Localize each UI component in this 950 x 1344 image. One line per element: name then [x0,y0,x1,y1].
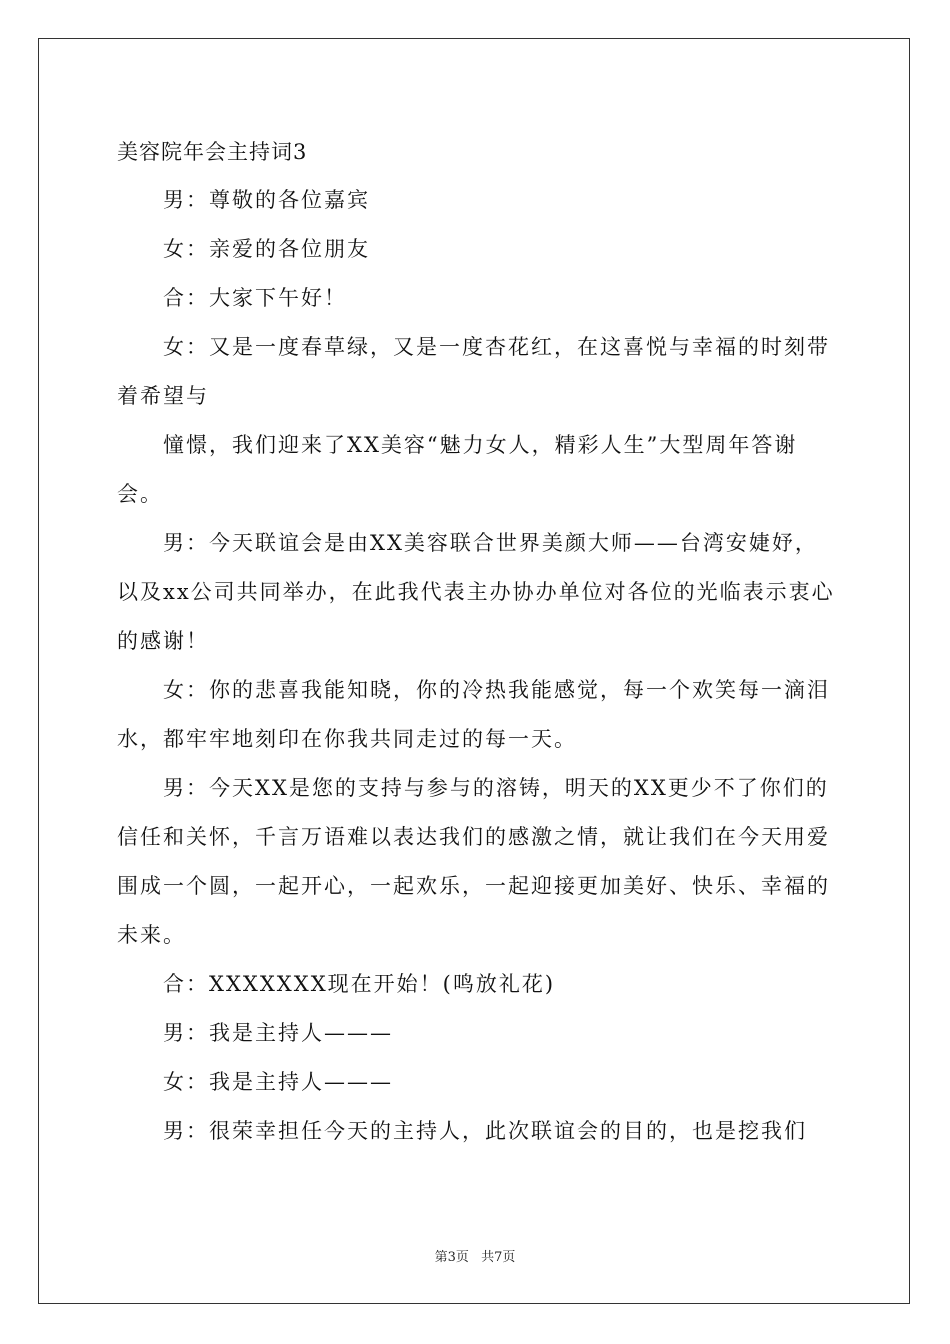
page-total: 共7页 [481,1250,516,1265]
paragraph: 女：亲爱的各位朋友 [163,237,370,261]
paragraph: 合：XXXXXXX现在开始！(鸣放礼花) [163,972,556,996]
paragraph: 男：尊敬的各位嘉宾 [163,188,370,212]
paragraph: 男：今天联谊会是由XX美容联合世界美颜大师——台湾安婕妤，以及xx公司共同举办，在此我代表主办协办单位对各位的光临表示衷心的感谢！ [117,531,835,653]
paragraph: 男：今天XX是您的支持与参与的溶铸，明天的XX更少不了你们的信任和关怀，千言万语难以表达我们的感激之情，就让我们在今天用爱围成一个圆，一起开心，一起欢乐，一起迎接更加美好、快乐、幸福的未来。 [117,776,830,947]
document-title: 美容院年会主持词3 [117,140,308,164]
paragraph: 女：又是一度春草绿，又是一度杏花红，在这喜悦与幸福的时刻带着希望与 [117,335,830,408]
paragraph: 憧憬，我们迎来了XX美容“魅力女人，精彩人生”大型周年答谢会。 [117,433,798,506]
paragraph: 女：你的悲喜我能知晓，你的冷热我能感觉，每一个欢笑每一滴泪水，都牢牢地刻印在你我共同走过的每一天。 [117,678,830,751]
paragraph: 男：很荣幸担任今天的主持人，此次联谊会的目的，也是挖我们 [163,1119,807,1143]
page-footer [0,1246,950,1265]
page-number: 第3页 [434,1250,469,1265]
document-body [117,128,837,1156]
paragraph: 合：大家下午好！ [163,286,347,310]
paragraph: 女：我是主持人——— [163,1070,393,1094]
paragraph: 男：我是主持人——— [163,1021,393,1045]
